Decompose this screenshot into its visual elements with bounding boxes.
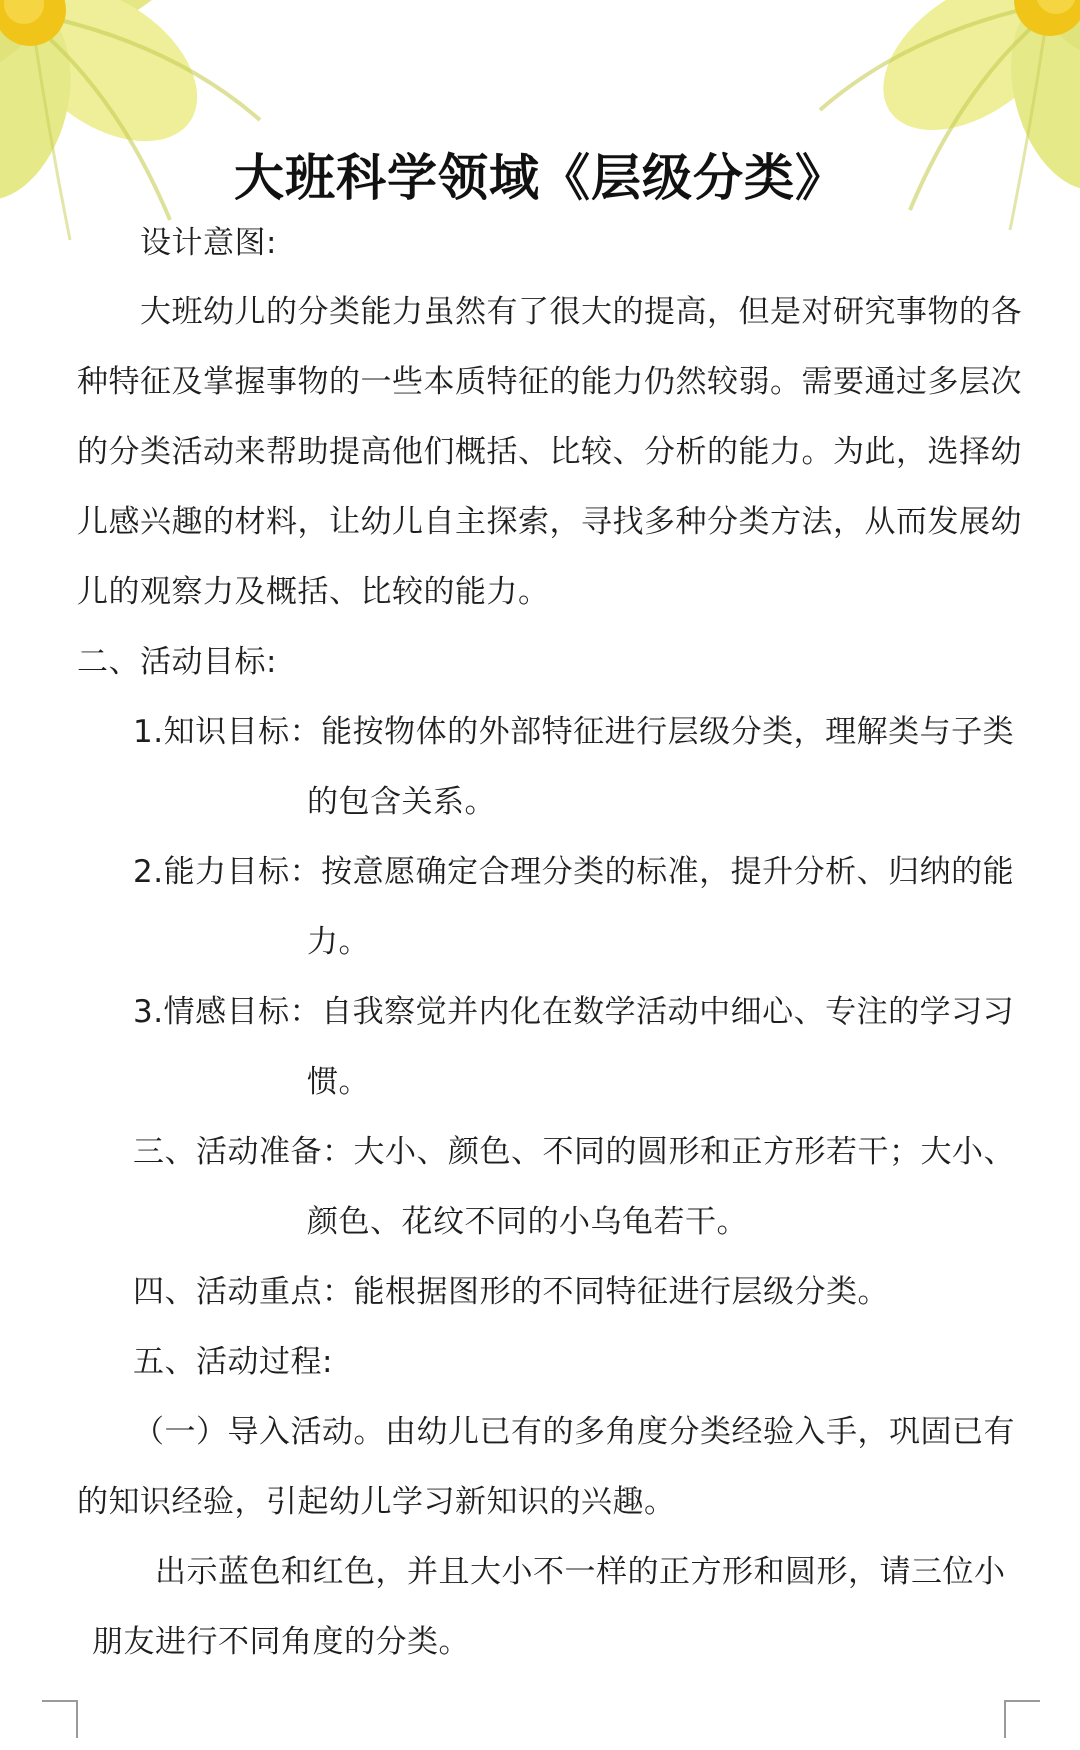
page-corner-mark — [1004, 1700, 1040, 1738]
section-heading-process: 五、活动过程: — [133, 1344, 333, 1380]
paragraph-line: 朋友进行不同角度的分类。 — [92, 1624, 470, 1660]
paragraph-line: 种特征及掌握事物的一些本质特征的能力仍然较弱。需要通过多层次 — [77, 364, 1022, 400]
paragraph-line: 大班幼儿的分类能力虽然有了很大的提高，但是对研究事物的各 — [140, 294, 1022, 330]
paragraph-line: 的分类活动来帮助提高他们概括、比较、分析的能力。为此，选择幼 — [77, 434, 1022, 470]
page-corner-mark — [42, 1700, 78, 1738]
paragraph-line: 儿的观察力及概括、比较的能力。 — [77, 574, 550, 610]
goal-ability: 2.能力目标：按意愿确定合理分类的标准，提升分析、归纳的能 — [133, 854, 1015, 890]
process-step-1-continued: 的知识经验，引起幼儿学习新知识的兴趣。 — [77, 1484, 676, 1520]
section-heading-goals: 二、活动目标: — [77, 644, 277, 680]
goal-emotion: 3.情感目标：自我察觉并内化在数学活动中细心、专注的学习习 — [133, 994, 1015, 1030]
process-step-1: （一）导入活动。由幼儿已有的多角度分类经验入手，巩固已有 — [133, 1414, 1015, 1450]
goal-knowledge: 1.知识目标：能按物体的外部特征进行层级分类，理解类与子类 — [133, 714, 1015, 750]
section-heading-design-intent: 设计意图: — [140, 225, 277, 261]
goal-ability-continued: 力。 — [307, 924, 370, 960]
section-preparation-continued: 颜色、花纹不同的小乌龟若干。 — [307, 1204, 748, 1240]
page-title: 大班科学领域《层级分类》 — [234, 149, 846, 207]
section-key-point: 四、活动重点：能根据图形的不同特征进行层级分类。 — [133, 1274, 889, 1310]
paragraph-line: 儿感兴趣的材料，让幼儿自主探索，寻找多种分类方法，从而发展幼 — [77, 504, 1022, 540]
goal-emotion-continued: 惯。 — [307, 1064, 370, 1100]
section-preparation: 三、活动准备：大小、颜色、不同的圆形和正方形若干；大小、 — [133, 1134, 1015, 1170]
paragraph-line: 出示蓝色和红色，并且大小不一样的正方形和圆形，请三位小 — [155, 1554, 1006, 1590]
goal-knowledge-continued: 的包含关系。 — [307, 784, 496, 820]
